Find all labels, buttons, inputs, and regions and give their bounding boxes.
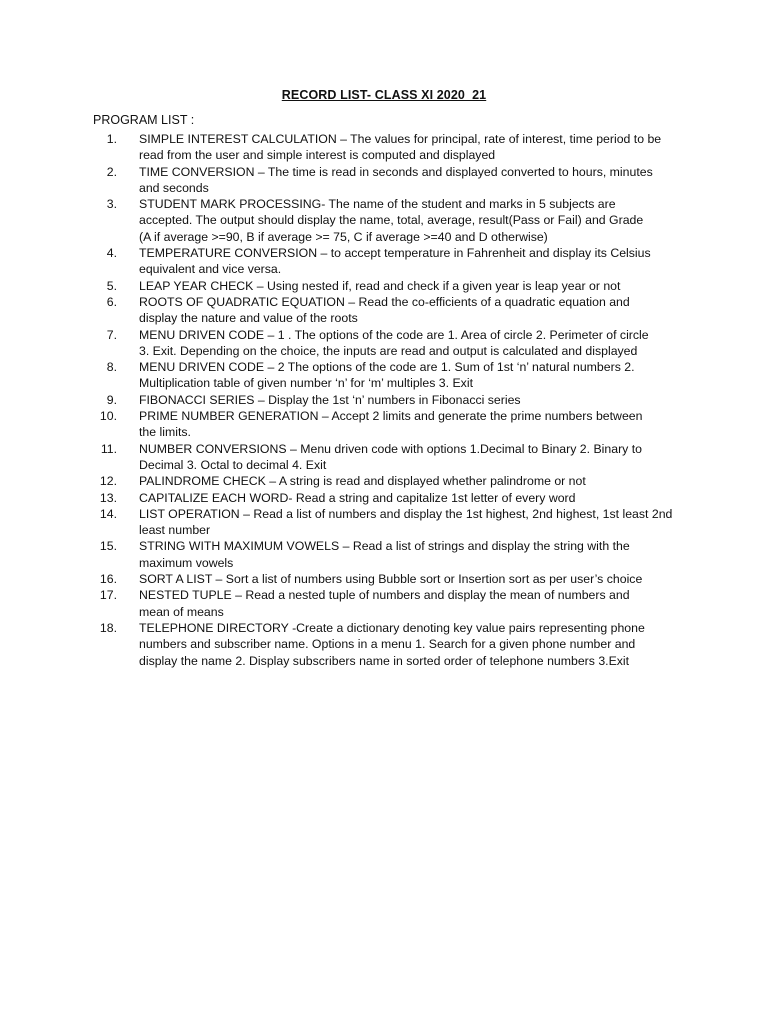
program-list	[93, 131, 683, 669]
program-item-number	[93, 164, 139, 197]
program-item-text: STUDENT MARK PROCESSING- The name of the student and marks in 5 subjects are accepted. The output should display the name, total, average, result(Pass or Fail) and Grade (A if average >=90, B if average >= 75, C if average >=40 and D otherwise)	[139, 197, 644, 244]
program-list-item	[93, 278, 683, 294]
program-item-text: FIBONACCI SERIES – Display the 1st ‘n’ numbers in Fibonacci series	[139, 392, 521, 407]
program-item-text: MENU DRIVEN CODE – 2 The options of the code are 1. Sum of 1st ‘n’ natural numbers 2. Multiplication table of given number ‘n’ for ‘m’ multiples 3. Exit	[139, 360, 635, 391]
program-item-number-label: 3.	[106, 197, 117, 212]
program-list-item	[93, 587, 683, 620]
program-item-number-label: 18.	[99, 620, 117, 635]
program-item-number-label: 11.	[100, 441, 117, 456]
program-item-number-label: 17.	[99, 588, 117, 603]
program-item-number-label: 7.	[106, 327, 117, 342]
program-list-item	[93, 571, 683, 587]
program-item-number	[93, 506, 139, 539]
program-list-item	[93, 245, 683, 278]
program-item-number	[93, 441, 139, 474]
program-item-text: LIST OPERATION – Read a list of numbers and display the 1st highest, 2nd highest, 1st least 2nd least number	[139, 506, 673, 538]
program-item-text: MENU DRIVEN CODE – 1 . The options of the code are 1. Area of circle 2. Perimeter of circle 3. Exit. Depending on the choice, the inputs are read and output is calculated and displayed	[139, 327, 649, 358]
program-item-number	[93, 327, 139, 360]
program-list-item	[93, 490, 683, 506]
program-list-item	[93, 392, 683, 408]
program-list-item	[93, 441, 683, 474]
program-item-text: STRING WITH MAXIMUM VOWELS – Read a list of strings and display the string with the maximum vowels	[139, 539, 630, 570]
program-list-item	[93, 164, 683, 197]
program-item-text: TIME CONVERSION – The time is read in seconds and displayed converted to hours, minutes and seconds	[139, 164, 653, 195]
program-item-number	[93, 408, 139, 441]
program-item-number	[93, 571, 139, 587]
program-item-number-label: 15.	[99, 539, 117, 554]
program-item-number	[93, 196, 139, 245]
program-item-text: PALINDROME CHECK – A string is read and displayed whether palindrome or not	[139, 474, 586, 489]
program-list-item	[93, 473, 683, 489]
program-item-text: TEMPERATURE CONVERSION – to accept temperature in Fahrenheit and display its Celsius equivalent and vice versa.	[139, 246, 651, 277]
program-list-item	[93, 294, 683, 327]
program-item-number	[93, 245, 139, 278]
program-item-text: NESTED TUPLE – Read a nested tuple of numbers and display the mean of numbers and mean of means	[139, 588, 630, 619]
program-item-text: NUMBER CONVERSIONS – Menu driven code with options 1.Decimal to Binary 2. Binary to Decimal 3. Octal to decimal 4. Exit	[139, 441, 643, 472]
program-item-number	[93, 620, 139, 669]
program-item-number-label: 10.	[99, 409, 117, 424]
program-list-item	[93, 620, 683, 669]
program-item-number	[93, 392, 139, 408]
program-item-number-label: 8.	[106, 360, 117, 375]
program-item-number-label: 2.	[106, 164, 117, 179]
program-item-text: SIMPLE INTEREST CALCULATION – The values for principal, rate of interest, time period to be read from the user and simple interest is computed and displayed	[139, 132, 662, 163]
program-item-text: CAPITALIZE EACH WORD- Read a string and capitalize 1st letter of every word	[139, 490, 576, 505]
program-item-text: TELEPHONE DIRECTORY -Create a dictionary denoting key value pairs representing phone numbers and subscriber name. Options in a menu 1. Search for a given phone number and display the name 2. Display subscribers name in sorted order of telephone numbers 3.Exit	[139, 620, 645, 668]
program-item-number-label: 16.	[99, 572, 117, 587]
program-item-number-label: 6.	[106, 294, 117, 309]
program-list-item	[93, 359, 683, 392]
program-item-text: LEAP YEAR CHECK – Using nested if, read and check if a given year is leap year or not	[139, 278, 621, 293]
program-item-text: SORT A LIST – Sort a list of numbers using Bubble sort or Insertion sort as per user’s choice	[139, 572, 643, 587]
program-list-item	[93, 538, 683, 571]
program-item-text: PRIME NUMBER GENERATION – Accept 2 limits and generate the prime numbers between the limits.	[139, 409, 643, 440]
program-item-number-label: 9.	[106, 392, 117, 407]
program-item-number	[93, 278, 139, 294]
document-title: RECORD LIST- CLASS XI 2020 21	[281, 88, 487, 102]
program-item-number	[93, 587, 139, 620]
program-item-number	[93, 473, 139, 489]
program-item-number-label: 4.	[106, 246, 117, 261]
program-list-item	[93, 196, 683, 245]
program-list-item	[93, 327, 683, 360]
program-item-number-label: 13.	[99, 490, 117, 505]
program-item-number	[93, 359, 139, 392]
program-list-heading: PROGRAM LIST :	[93, 113, 195, 127]
program-item-number	[93, 538, 139, 571]
program-list-item	[93, 408, 683, 441]
program-list-item	[93, 131, 683, 164]
program-item-number-label: 12.	[99, 474, 117, 489]
program-item-number-label: 5.	[106, 278, 117, 293]
program-list-item	[93, 506, 683, 539]
program-item-number	[93, 294, 139, 327]
program-item-number	[93, 131, 139, 164]
program-item-number	[93, 490, 139, 506]
program-item-text: ROOTS OF QUADRATIC EQUATION – Read the co-efficients of a quadratic equation and display the nature and value of the roots	[139, 294, 630, 326]
program-item-number-label: 1.	[106, 132, 117, 146]
program-item-number-label: 14.	[99, 506, 117, 521]
